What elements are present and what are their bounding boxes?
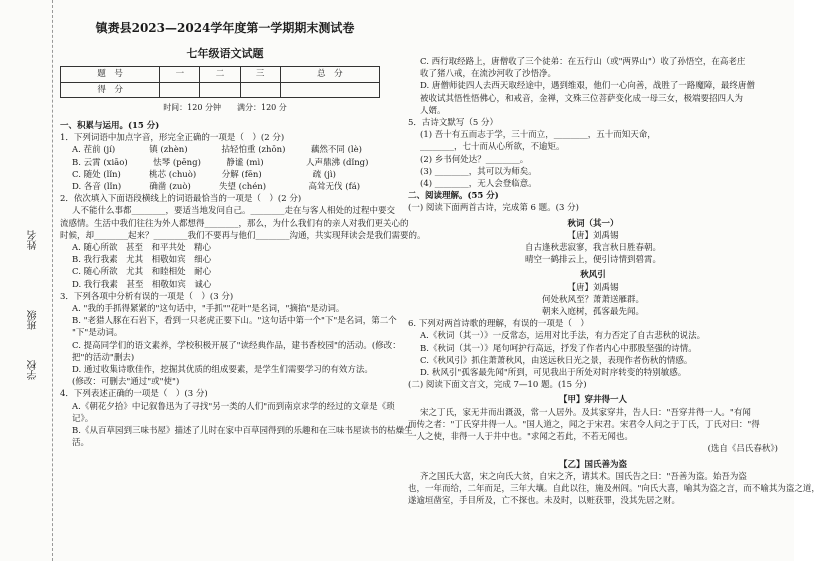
question-line: 3．下列各项中分析有误的一项是（ ）(3 分) bbox=[60, 291, 234, 302]
margin-label-class: 班级 bbox=[28, 310, 39, 330]
left-questions bbox=[60, 120, 426, 449]
binding-margin bbox=[0, 0, 53, 561]
exam-subtitle: 七年级语文试题 bbox=[186, 47, 264, 61]
poem1-line: 晴空一鹤排云上，便引诗情到碧霄。 bbox=[524, 255, 661, 266]
poem2-title: 秋风引 bbox=[580, 270, 606, 281]
question-line: B. 我行我素 尤其 相敬如宾 细心 bbox=[72, 255, 212, 266]
score-head: 一 bbox=[160, 67, 200, 82]
question-line: D. 秋风引"孤客最先闻"所到，可见我出于所处对时序转变的特别敏感。 bbox=[420, 368, 687, 379]
passage-b-line: 遂逾垣凿室，手目所及，亡不探也。未及时，以赃获罪，没其先居之财。 bbox=[408, 496, 681, 507]
question-line: A.《朝花夕拾》中记叙鲁迅为了寻找"另一类的人们"而到南京求学的经过的文章是《琐 bbox=[72, 401, 395, 412]
question-line: 收了猪八戒，在流沙河收了沙悟净。 bbox=[420, 69, 557, 80]
passage-a-line: 一人之使，非得一人于井中也。"求闻之若此，不若无闻也。 bbox=[408, 432, 633, 443]
question-line: 被收试其悟性悟佛心，和戒音，金禅，文殊三位菩萨变化成一母三女，极端要招四人为 bbox=[420, 93, 744, 104]
right-questions-bottom bbox=[408, 318, 778, 391]
question-line: (3) ________，其可以为师矣。 bbox=[420, 166, 537, 177]
question-line: A. 茬前 (jí) 镇 (zhèn) 拈轻怕重 (zhōn) 藕然不同 (lè) bbox=[72, 145, 362, 156]
question-line: (二) 阅读下面文言文，完成 7—10 题。(15 分) bbox=[408, 380, 587, 391]
poem2-line: 朝来入庭树，孤客最先闻。 bbox=[541, 307, 644, 318]
poem1-author: 【唐】刘禹锡 bbox=[567, 230, 619, 241]
question-line: 4．下列表述正确的一项是（ ）(3 分) bbox=[60, 389, 208, 400]
score-table bbox=[60, 66, 380, 97]
score-cell[interactable] bbox=[240, 82, 280, 97]
score-head: 题 号 bbox=[61, 67, 160, 82]
score-head: 二 bbox=[200, 67, 240, 82]
passage-a-line: 而传之者："丁氏穿井得一人。"国人道之，闻之于宋君。宋君令人问之于丁氏，丁氏对曰："得 bbox=[408, 419, 760, 430]
poem1-title: 秋词（其一） bbox=[567, 218, 619, 229]
question-line: 5．古诗文默写（5 分） bbox=[408, 118, 499, 129]
exam-title: 镇赉县2023—2024学年度第一学期期末测试卷 bbox=[95, 21, 355, 35]
question-line: D. 唐僧师徒四人去西天取经途中，遇到维艰，他们一心向善，战胜了一路魔障，最终唐僧 bbox=[420, 81, 755, 92]
question-line: B. "老猎人豚在石岩下，看到一只老虎正要下山。"这句话中第一个"下"是名词，第二个 bbox=[72, 316, 397, 327]
question-line: 2．依次填入下面语段横线上的词语最恰当的一项是（ ）(2 分) bbox=[60, 194, 302, 205]
question-line: 人婿。 bbox=[420, 105, 446, 116]
score-label: 得 分 bbox=[61, 82, 160, 97]
question-line: C. 西行取经路上，唐僧收了三个徒弟：在五行山（或"两界山"）收了孙悟空，在高老庄 bbox=[420, 57, 746, 67]
margin-label-school: 学校 bbox=[28, 360, 39, 380]
question-line: 活。 bbox=[72, 438, 90, 449]
question-line: C. 提高同学们的语文素养，学校积极开展了"读经典作品，建书香校园"的活动。(修改： bbox=[72, 340, 401, 351]
poem1-line: 自古逢秋悲寂寥，我言秋日胜春朝。 bbox=[524, 243, 661, 254]
question-line: B.《从百草园到三味书屋》描述了儿时在家中百草园得到的乐趣和在三味书屋读书的枯燥生 bbox=[72, 426, 413, 437]
score-cell[interactable] bbox=[160, 82, 200, 97]
passage-a-line: 宋之丁氏，家无井而出溉汲，常一人居外。及其家穿井，告人曰："吾穿井得一人。"有闻 bbox=[420, 407, 751, 418]
question-line: 流感情。生活中我们往往为外人都想得________，那么，为什么我们有的亲人对我们更关心的 bbox=[60, 218, 409, 229]
question-line: A. "我的手抓得紧紧的"这句话中，"手抓""花叶"是名词，"摘掐"是动词。 bbox=[72, 304, 345, 315]
time-info: 时间：120 分钟 满分：120 分 bbox=[163, 102, 287, 112]
question-line: 把"的活动"删去) bbox=[72, 352, 135, 363]
question-line: 人不能什么事都________，要适当地发问自己。________走在与客人相处的过程中要交 bbox=[72, 206, 396, 217]
question-line: C. 随处 (lǐn) 桃芯 (chuò) 分解 (fēn) 疏 (jì) bbox=[72, 169, 336, 180]
question-line: (4) ________，无人会登临意。 bbox=[420, 179, 537, 190]
question-line: 一、积累与运用。(15 分) bbox=[60, 121, 160, 132]
score-head: 三 bbox=[240, 67, 280, 82]
left-column bbox=[60, 0, 426, 450]
score-cell[interactable] bbox=[200, 82, 240, 97]
question-line: 记》。 bbox=[72, 413, 94, 424]
question-line: B.《秋词（其一）》尾句呵护行高远，抒发了作者内心中那股坚强的诗情。 bbox=[420, 343, 697, 354]
question-line: C. 随心所欲 尤其 和睦相处 耐心 bbox=[72, 267, 212, 278]
score-head: 总 分 bbox=[280, 67, 379, 82]
question-line: (1) 吾十有五而志于学，三十而立，________，五十而知天命， bbox=[420, 130, 656, 141]
question-line: (修改：可删去"通过"或"使") bbox=[72, 377, 180, 388]
question-line: A.《秋词（其一）》一反常态，运用对比手法，有力否定了自古悲秋的说法。 bbox=[420, 331, 706, 342]
question-line: D. 我行我素 甚至 相敬如宾 诚心 bbox=[72, 279, 212, 290]
question-line: (一) 阅读下面两首古诗，完成第 6 题。(3 分) bbox=[408, 203, 579, 214]
margin-label-name: 姓名 bbox=[28, 230, 39, 250]
question-line: B. 云霄 (xiāo) 怯琴 (pēng) 静谧 (mì) 人声鼎沸 (dǐng) bbox=[72, 157, 369, 168]
passage-b-line: 齐之国氏大富，宋之向氏大贫，自宋之齐，请其术。国氏告之曰："吾善为盗。始吾为盗 bbox=[420, 471, 747, 482]
question-line: C.《秋风引》抓住萧萧秋风，由送远秋日光之景，表现作者伤秋的情感。 bbox=[420, 355, 693, 366]
question-line: 二、阅读理解。(55 分) bbox=[408, 191, 499, 202]
question-line: D. 通过收集诗歌佳作，挖掘其优质的组成要素，是学生们需要学习的有效方法。 bbox=[72, 365, 373, 376]
score-cell[interactable] bbox=[280, 82, 379, 97]
question-line: "下"是动词。 bbox=[72, 328, 123, 339]
question-line: 时候，却________起来？________我们不要再与他们________沟通，共实现拜读会是我们需要的。 bbox=[60, 230, 426, 241]
question-line: 1．下列词语中加点字音，形完全正确的一项是（ ）(2 分) bbox=[60, 133, 285, 144]
poem2-line: 何处秋风至？萧萧送雁群。 bbox=[541, 294, 644, 305]
question-line: 6. 下列对两首诗歌的理解，有误的一项是（ ） bbox=[408, 319, 589, 330]
passage-a-source: (选自《吕氏春秋》) bbox=[707, 444, 778, 455]
poem2-author: 【唐】刘禹锡 bbox=[567, 282, 619, 293]
right-questions-top bbox=[408, 56, 778, 215]
question-line: D. 各音 (lǐn) 确凿 (zuò) 失望 (chén) 高耸无伐 (fá) bbox=[72, 182, 361, 193]
passage-b-line: 也，一年而给，二年而足，三年大壤。自此以往，施及州闾。"向氏大喜，喻其为盗之言，而不喻其为盗之道， bbox=[408, 483, 820, 494]
passage-b-heading: 【乙】国氏善为盗 bbox=[558, 459, 627, 470]
question-line: A. 随心所欲 甚至 和平共处 精心 bbox=[72, 243, 212, 254]
passage-a-heading: 【甲】穿井得一人 bbox=[558, 395, 627, 406]
right-column bbox=[408, 56, 820, 507]
question-line: (2) 乡书何处达？________。 bbox=[420, 154, 529, 165]
question-line: ________，七十而从心所欲，不逾矩。 bbox=[420, 142, 565, 153]
